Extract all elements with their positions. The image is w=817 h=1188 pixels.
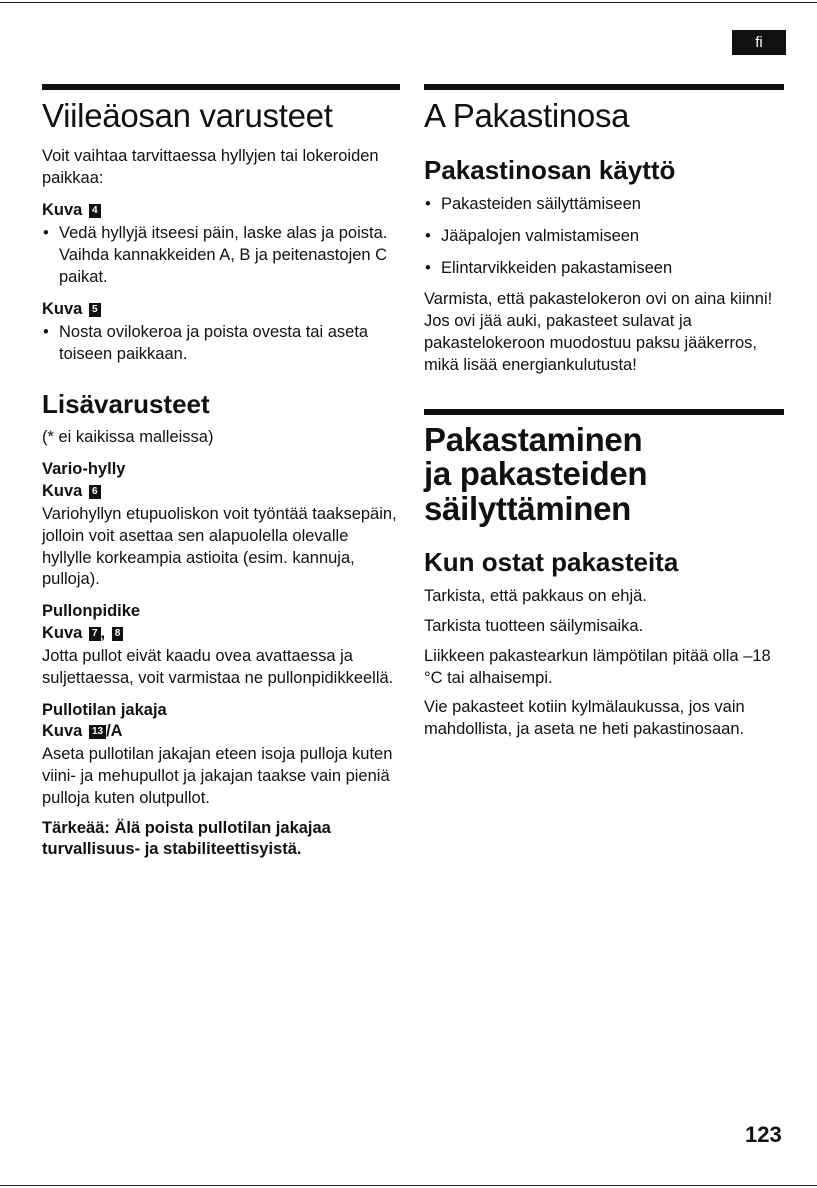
bottom-edge-line — [0, 1185, 817, 1186]
figure-separator: , — [100, 623, 106, 642]
list-item-continuation: Vaihda kannakkeiden A, B ja peitenastojen C paikat. — [59, 246, 388, 286]
figure-label: Kuva — [42, 200, 83, 219]
bullet-list — [42, 223, 400, 288]
paragraph: Tarkista, että pakkaus on ehjä. — [424, 587, 647, 606]
figure-number-badge: 6 — [89, 485, 101, 499]
bottle-divider-text: Aseta pullotilan jakajan eteen isoja pulloja kuten viini- ja mehupullot ja jakajan taakse vain pieniä pulloja kuten olutpullot. — [42, 745, 393, 807]
figure-number-badge: 5 — [89, 303, 101, 317]
paragraph: Vie pakasteet kotiin kylmälaukussa, jos vain mahdollista, ja aseta ne heti pakastinosaan. — [424, 698, 745, 739]
freezer-use-heading: Pakastinosan käyttö — [424, 155, 676, 186]
list-item: • Elintarvikkeiden pakastamiseen — [424, 258, 784, 280]
vario-shelf-heading: Vario-hylly — [42, 460, 126, 479]
figure-number-badge: 13 — [89, 725, 106, 739]
list-item-text: Vedä hyllyjä itseesi päin, laske alas ja poista. — [59, 224, 388, 243]
right-column — [424, 84, 784, 749]
list-item: • Jääpalojen valmistamiseen — [424, 226, 784, 248]
figure-number-badge: 8 — [112, 627, 124, 641]
section-rule — [42, 84, 400, 90]
list-item: • Nosta ovilokeroa ja poista ovesta tai aseta toiseen paikkaan. — [42, 322, 400, 366]
top-edge-line — [0, 2, 817, 3]
section-rule — [424, 84, 784, 90]
bullet-list — [42, 322, 400, 366]
bottle-holder-text: Jotta pullot eivät kaadu ovea avattaessa ja suljettaessa, voit varmistaa ne pullonpidikkeellä. — [42, 647, 394, 687]
figure-number-badge: 4 — [89, 204, 101, 218]
figure-ref-7-8 — [42, 623, 400, 644]
model-note: (* ei kaikissa malleissa) — [42, 428, 214, 447]
section-title-freezing — [424, 420, 784, 527]
section-rule — [424, 409, 784, 415]
section-title-extra-accessories: Lisävarusteet — [42, 388, 210, 419]
bottle-divider-heading: Pullotilan jakaja — [42, 700, 167, 719]
language-badge: fi — [732, 30, 786, 55]
page-number: 123 — [745, 1122, 782, 1147]
buying-frozen-heading: Kun ostat pakasteita — [424, 547, 679, 578]
important-note: Tärkeää: Älä poista pullotilan jakajaa turvallisuus- ja stabiliteettisyistä. — [42, 818, 331, 859]
figure-label: Kuva — [42, 623, 83, 642]
section-title-fridge-accessories: Viileäosan varusteet — [42, 97, 333, 134]
vario-shelf-text: Variohyllyn etupuoliskon voit työntää taaksepäin, jolloin voit asettaa sen alapuolella olevalle hyllylle korkeampia astioita (esim. kannuja, pulloja). — [42, 505, 397, 589]
figure-ref-6 — [42, 481, 400, 502]
paragraph: Liikkeen pakastearkun lämpötilan pitää olla –18 °C tai alhaisempi. — [424, 646, 771, 687]
section-title-freezer: A Pakastinosa — [424, 97, 630, 134]
title-line: ja pakasteiden — [424, 455, 648, 493]
figure-label: Kuva — [42, 299, 83, 318]
door-warning-text: Varmista, että pakastelokeron ovi on aina kiinni! Jos ovi jää auki, pakasteet sulavat ja pakastelokeroon muodostuu paksu jääkerros, mikä lisää energiankulutusta! — [424, 290, 773, 374]
figure-label: Kuva — [42, 481, 83, 500]
figure-ref-13 — [42, 721, 400, 742]
title-line: säilyttäminen — [424, 489, 632, 527]
figure-label: Kuva — [42, 721, 83, 740]
list-item — [42, 223, 400, 288]
intro-text: Voit vaihtaa tarvittaessa hyllyjen tai lokeroiden paikkaa: — [42, 147, 379, 188]
figure-ref-4 — [42, 200, 400, 221]
list-item: • Pakasteiden säilyttämiseen — [424, 194, 784, 216]
bottle-holder-heading: Pullonpidike — [42, 602, 141, 621]
title-line: Pakastaminen — [424, 420, 643, 458]
figure-number-badge: 7 — [89, 627, 101, 641]
figure-suffix: /A — [106, 721, 123, 740]
left-column — [42, 84, 400, 869]
paragraph: Tarkista tuotteen säilymisaika. — [424, 617, 644, 636]
figure-ref-5 — [42, 299, 400, 320]
freezer-use-list — [424, 194, 784, 279]
